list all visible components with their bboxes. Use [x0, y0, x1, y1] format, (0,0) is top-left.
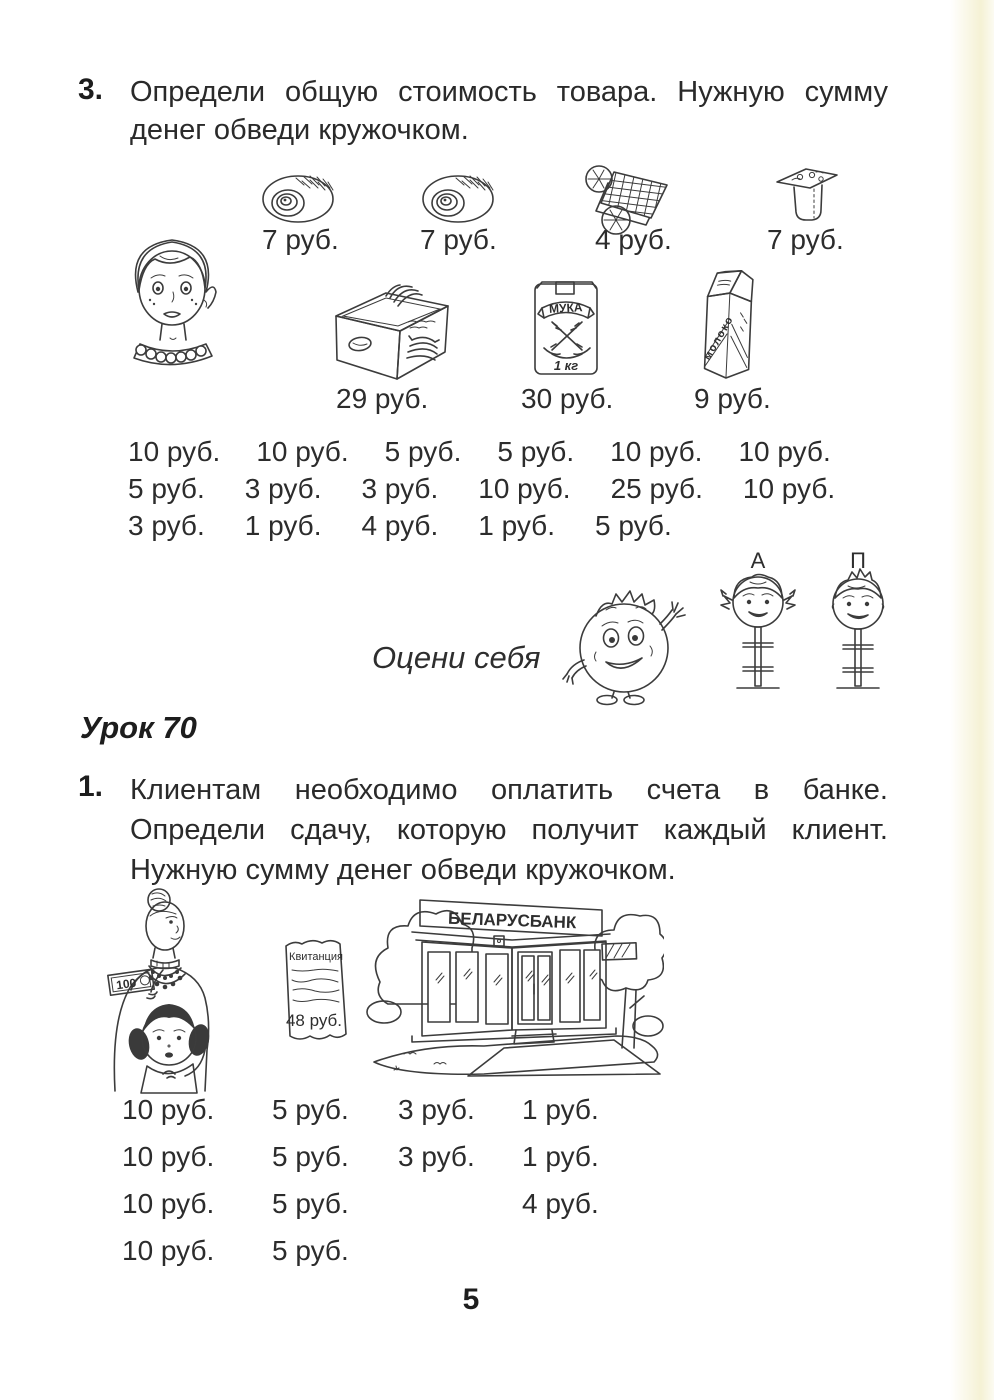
money-option: 5 руб.	[272, 1235, 349, 1266]
task1-text-line1: Клиентам необходимо оплатить счета в банке.	[130, 774, 888, 806]
money-option: 10 руб.	[122, 1141, 215, 1172]
receipt-illustration	[274, 934, 356, 1046]
money-option: 10 руб.	[122, 1235, 215, 1266]
money-option	[398, 1188, 522, 1235]
price-label: 30 руб.	[521, 383, 614, 414]
buyer-girl-illustration	[110, 226, 235, 374]
receipt-title-text: Квитанция	[289, 951, 343, 963]
task1-text-line3: Нужную сумму денег обведи кружочком.	[130, 854, 676, 886]
lesson-title: Урок 70	[80, 710, 197, 745]
banana-box-illustration	[328, 280, 453, 382]
money-option: 5 руб.	[272, 1141, 349, 1172]
page-edge-tint	[950, 0, 994, 1400]
kolobok-character-illustration	[562, 586, 688, 706]
task1-number: 1.	[78, 770, 104, 803]
flour-brand-text: МУКА	[548, 300, 583, 316]
money-option: 5 руб.	[595, 510, 672, 541]
money-option: 10 руб.	[742, 473, 836, 504]
money-option: 25 руб.	[610, 473, 703, 504]
money-option: 1 руб.	[522, 1094, 599, 1125]
money-option: 5 руб.	[128, 473, 205, 504]
money-option: 10 руб.	[738, 436, 831, 467]
receipt-amount-text: 48 руб.	[285, 1011, 343, 1030]
money-option: 3 руб.	[398, 1094, 475, 1125]
price-label: 4 руб.	[595, 224, 672, 255]
client-mother-child-illustration	[105, 886, 235, 1094]
scale-p-letter: П	[850, 548, 866, 573]
self-check-label: Оцени себя	[372, 640, 541, 675]
money-option: 3 руб.	[361, 473, 439, 504]
self-check-scale-p	[812, 548, 904, 698]
task1-text-line2: Определи сдачу, которую получит каждый клиент.	[130, 814, 888, 846]
price-label: 9 руб.	[694, 383, 771, 414]
yogurt-cup-illustration	[770, 162, 842, 226]
page-number: 5	[462, 1283, 480, 1316]
money-option: 10 руб.	[122, 1094, 215, 1125]
task1-text	[130, 770, 888, 890]
flour-weight-text: 1 кг	[553, 358, 579, 373]
money-option: 3 руб.	[244, 473, 322, 504]
money-option: 10 руб.	[256, 436, 349, 467]
banknote-value-text: 100	[115, 975, 138, 993]
task3-text-line1: Определи общую стоимость товара. Нужную сумму	[130, 76, 888, 108]
money-options-grid	[122, 1094, 642, 1282]
money-option: 10 руб.	[610, 436, 703, 467]
price-label: 7 руб.	[767, 224, 844, 255]
milk-label-text: молоко	[701, 313, 737, 363]
money-options-row	[128, 510, 672, 542]
bank-illustration	[364, 884, 664, 1082]
task3-text	[130, 73, 888, 149]
money-option: 10 руб.	[122, 1188, 215, 1219]
money-option: 5 руб.	[272, 1094, 349, 1125]
money-option: 1 руб.	[522, 1141, 599, 1172]
money-option: 5 руб.	[497, 436, 575, 467]
bun-illustration	[418, 166, 498, 226]
money-option: 3 руб.	[128, 510, 205, 541]
task3-number: 3.	[78, 73, 104, 106]
money-option: 5 руб.	[272, 1188, 349, 1219]
money-option: 3 руб.	[398, 1141, 475, 1172]
bank-sign-text: БЕЛАРУСБАНК	[447, 908, 577, 933]
milk-carton-illustration	[694, 260, 762, 382]
flour-bag-illustration	[530, 274, 604, 379]
scale-a-letter: А	[750, 548, 766, 573]
money-option: 5 руб.	[384, 436, 462, 467]
money-option: 4 руб.	[522, 1188, 599, 1219]
bun-illustration	[258, 166, 338, 226]
money-options-row	[128, 436, 831, 468]
money-option: 1 руб.	[478, 510, 555, 541]
self-check-scale-a	[712, 548, 804, 698]
money-option: 4 руб.	[361, 510, 439, 541]
money-option: 1 руб.	[244, 510, 322, 541]
price-label: 7 руб.	[262, 224, 339, 255]
money-options-row	[128, 473, 835, 505]
price-label: 7 руб.	[420, 224, 497, 255]
money-option: 10 руб.	[478, 473, 571, 504]
task3-text-line2: денег обведи кружочком.	[130, 114, 469, 146]
price-label: 29 руб.	[336, 383, 429, 414]
money-option: 10 руб.	[128, 436, 221, 467]
